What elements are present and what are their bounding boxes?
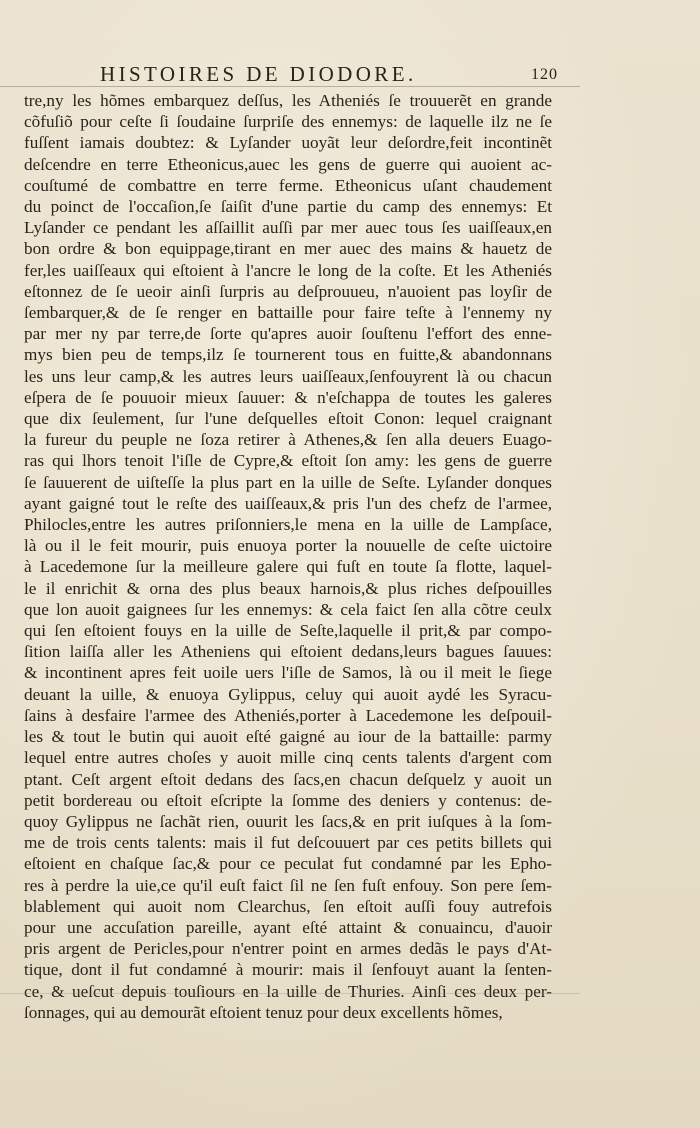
text-line: fer,les uaiſſeaux qui eſtoient à l'ancre le long de la coſte. Et les Atheniés xyxy=(24,260,552,280)
text-line: tre,ny les hõmes embarquez deſſus, les Atheniés ſe trouuerẽt en grande xyxy=(24,91,552,110)
text-line: & incontinent apres feit uoile uers l'iſle de Samos, là ou il meit le ſiege xyxy=(24,663,552,683)
text-line: me de trois cents talents: mais il fut deſcouuert par ces petits billets qui xyxy=(24,833,552,853)
body-text xyxy=(24,90,552,1023)
text-line: res à perdre la uie,ce qu'il euſt faict ſil ne ſen fuſt enfouy. Son pere ſem- xyxy=(24,875,552,895)
text-line: Lyſander ce pendant les aſſaillit auſſi par mer auec tous ſes uaiſſeaux,en xyxy=(24,218,552,238)
text-line: ayant gaigné tout le reſte des uaiſſeaux,& pris l'un des chefz de l'armee, xyxy=(24,493,552,513)
text-line: tique, dont il fut condamné à mourir: mais il ſenfouyt auant la ſenten- xyxy=(24,960,552,980)
text-line: cõfuſiõ pour ceſte ſi ſoudaine ſurpriſe des ennemys: de laquelle ilz ne ſe xyxy=(24,112,552,132)
text-line: par mer ny par terre,de ſorte qu'apres auoir ſouſtenu l'effort des enne- xyxy=(24,324,552,344)
bottom-rule xyxy=(0,993,580,994)
text-line: ptant. Ceſt argent eſtoit dedans des ſacs,en chacun deſquelz y auoit un xyxy=(24,769,552,789)
text-line: là ou il le feit mourir, puis enuoya porter la nouuelle de ceſte uictoire xyxy=(24,536,552,556)
text-line: ſition laiſſa aller les Atheniens qui eſtoient dedans,leurs bagues ſauues: xyxy=(24,642,552,662)
text-line: ſonnages, qui au demourãt eſtoient tenuz pour deux excellents hõmes, xyxy=(24,1002,503,1022)
text-line: les & tout le butin qui auoit eſté gaigné au iour de la battaille: parmy xyxy=(24,727,552,747)
text-line: le il enrichit & orna des plus beaux harnois,& plus riches deſpouilles xyxy=(24,578,552,598)
text-line: la fureur du peuple ne ſoza retirer à Athenes,& ſen alla deuers Euago- xyxy=(24,430,552,450)
page-header xyxy=(0,62,700,88)
text-line: ſe ſauuerent de uiſteſſe la plus part en la uille de Seſte. Lyſander donques xyxy=(24,472,552,492)
text-line: ſembarquer,& de ſe renger en battaille pour faire teſte à l'ennemy ny xyxy=(24,303,552,323)
text-line: que lon auoit gaignees ſur les ennemys: & cela faict ſen alla cõtre ceulx xyxy=(24,599,552,619)
text-line: deuant la uille, & enuoya Gylippus, celuy qui auoit aydé les Syracu- xyxy=(24,684,552,704)
text-line: bon ordre & bon equippage,tirant en mer auec des mains & hauetz de xyxy=(24,239,552,259)
text-line: couſtumé de combattre en terre ferme. Etheonicus uſant chaudement xyxy=(24,175,552,195)
text-line: eſtonnez de ſe ueoir ainſi ſurpris au deſprouueu, n'auoient pas loyſir de xyxy=(24,281,552,301)
text-line: petit bordereau ou eſtoit eſcripte la ſomme des deniers y contenus: de- xyxy=(24,790,552,810)
text-line: à Lacedemone ſur la meilleure galere qui fuſt en toute ſa flotte, laquel- xyxy=(24,557,552,577)
text-line: mys bien peu de temps,ilz ſe tournerent tous en fuitte,& abandonnans xyxy=(24,345,552,365)
text-line: ſains à desfaire l'armee des Atheniés,porter à Lacedemone les deſpouil- xyxy=(24,705,552,725)
page-number: 120 xyxy=(531,66,558,83)
text-line: ras qui lhors tenoit l'iſle de Cypre,& eſtoit ſon amy: les gens de guerre xyxy=(24,451,552,471)
text-line: fuſſent iamais doubtez: & Lyſander uoyãt leur deſordre,feit incontinẽt xyxy=(24,133,552,153)
text-line: pris argent de Pericles,pour n'entrer point en armes dedãs le pays d'At- xyxy=(24,939,552,959)
text-line: pour une accuſation pareille, ayant eſté attaint & conuaincu, d'auoir xyxy=(24,917,552,937)
text-line: lequel entre autres choſes y auoit mille cinq cents talents d'argent com xyxy=(24,748,552,768)
text-line: les uns leur camp,& les autres leurs uaiſſeaux,ſenfouyrent là ou chacun xyxy=(24,366,552,386)
text-line: qui ſen eſtoient fouys en la uille de Seſte,laquelle il prit,& par compo- xyxy=(24,621,552,641)
text-line: que dix ſeulement, ſur l'une deſquelles eſtoit Conon: lequel craignant xyxy=(24,409,552,429)
text-line: du poinct de l'occaſion,ſe ſaiſit d'une partie du camp des ennemys: Et xyxy=(24,197,552,217)
running-head: HISTOIRES DE DIODORE. xyxy=(100,62,417,86)
text-line: quoy Gylippus ne ſachãt rien, ouurit les ſacs,& en prit iuſques à la ſom- xyxy=(24,811,552,831)
text-line: Philocles,entre les autres priſonniers,le mena en la uille de Lampſace, xyxy=(24,515,552,535)
text-line: ce, & ueſcut depuis touſiours en la uille de Thuries. Ainſi ces deux per- xyxy=(24,981,552,1001)
text-line: eſtoient en chaſque ſac,& pour ce peculat fut condamné par les Epho- xyxy=(24,854,552,874)
text-line: blablement qui auoit nom Clearchus, ſen eſtoit auſſi fouy autrefois xyxy=(24,896,552,916)
text-line: eſpera de ſe pouuoir mieux ſauuer: & n'eſchappa de toutes les galeres xyxy=(24,387,552,407)
text-line: deſcendre en terre Etheonicus,auec les gens de guerre qui auoient ac- xyxy=(24,154,552,174)
